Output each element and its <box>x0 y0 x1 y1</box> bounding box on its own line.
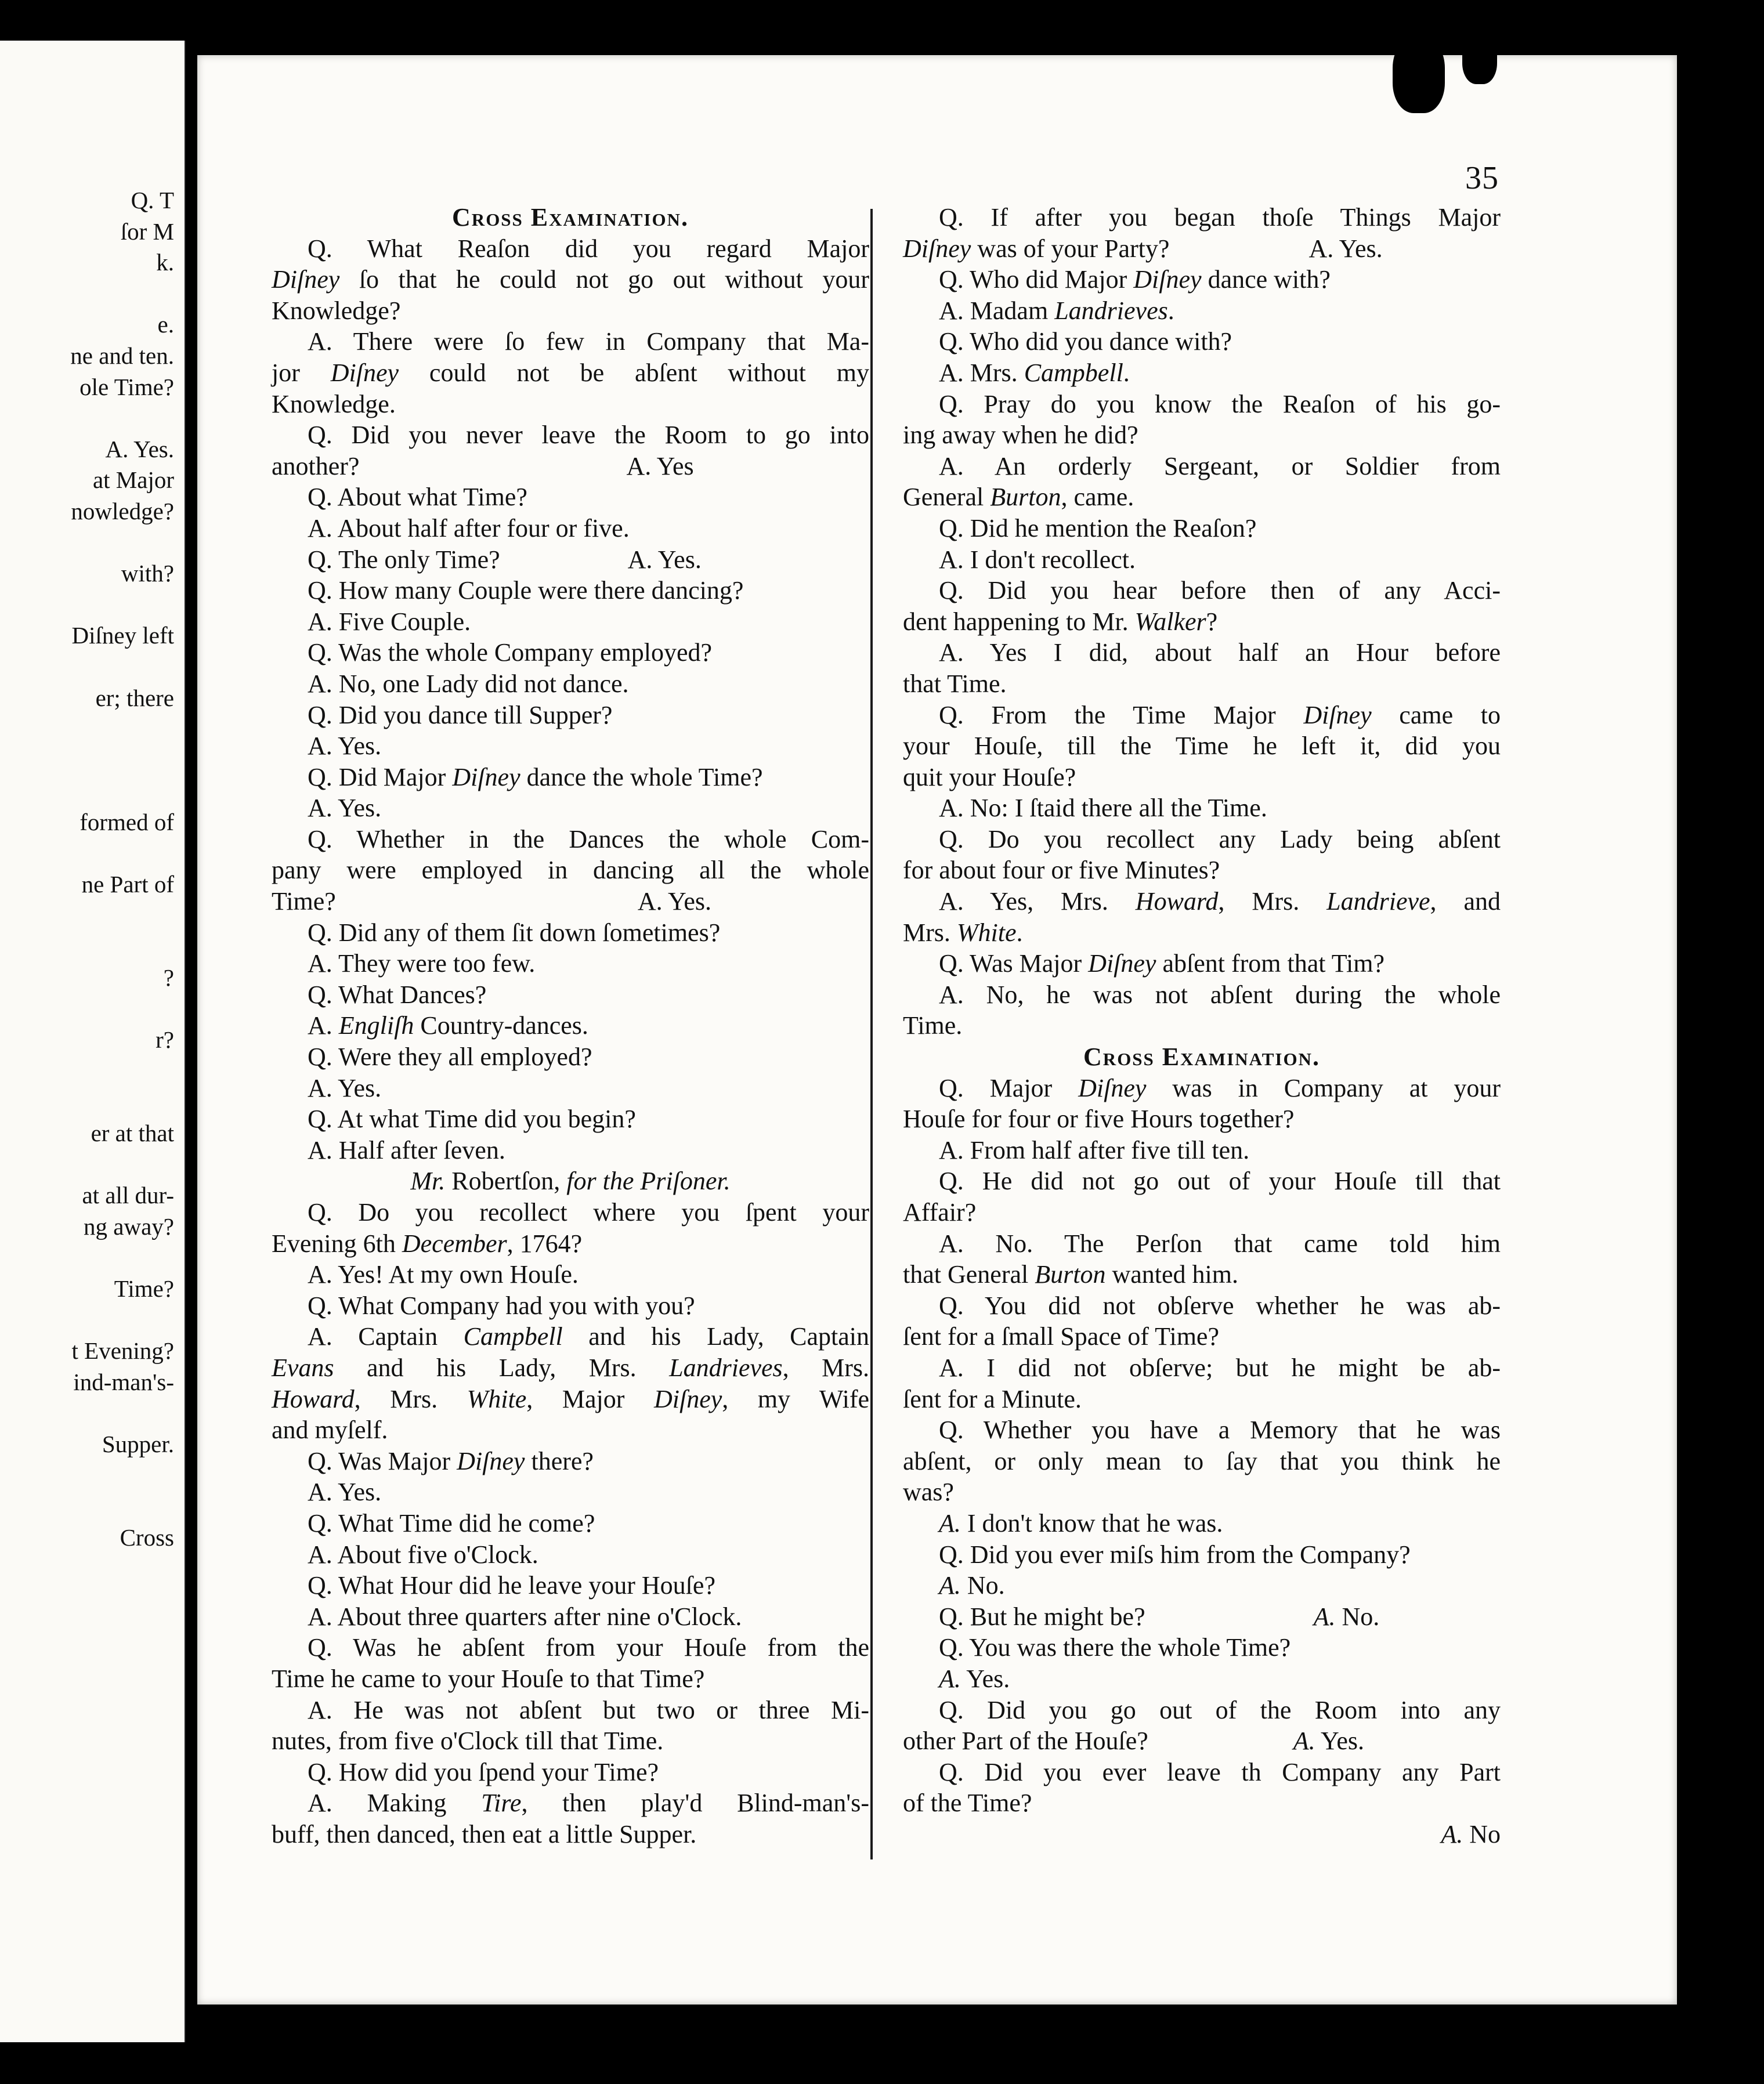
text-line: dent happening to Mr. Walker? <box>903 607 1218 636</box>
text-line: A. Yes. <box>308 1478 382 1507</box>
fragment-line: at all dur- <box>82 1182 174 1209</box>
text-line: Q. Pray do you know the Reaſon of his go- <box>939 389 1501 418</box>
text-line: Q. At what Time did you begin? <box>308 1105 636 1134</box>
page-number: 35 <box>1465 160 1499 196</box>
text-line: A. An orderly Sergeant, or Soldier from <box>939 451 1501 480</box>
text-line: Mrs. White. <box>903 918 1023 947</box>
text-line: A. I don't know that he was. <box>939 1508 1223 1537</box>
text-line: Q. Whether you have a Memory that he was <box>939 1416 1501 1445</box>
text-line: and myſelf. <box>272 1416 388 1445</box>
page-corner-smudge-2 <box>1462 32 1497 84</box>
column-divider <box>870 209 873 1859</box>
text-line: Q. The only Time? A. Yes. <box>308 545 702 574</box>
fragment-line: r? <box>156 1026 174 1054</box>
left-text-column <box>272 202 869 1850</box>
text-line: A. They were too few. <box>308 949 536 978</box>
text-line: A. From half after five till ten. <box>939 1135 1250 1164</box>
text-line: Q. Do you recollect any Lady being abſent <box>939 824 1501 853</box>
fragment-line: ne and ten. <box>70 342 174 369</box>
text-line: another? A. Yes <box>272 451 694 480</box>
text-line: A. About three quarters after nine o'Clock. <box>308 1602 742 1631</box>
text-line: A. He was not abſent but two or three Mi- <box>308 1695 869 1724</box>
text-line: Knowledge. <box>272 389 396 418</box>
text-line: for about four or five Minutes? <box>903 856 1220 885</box>
text-line: Affair? <box>903 1198 977 1226</box>
text-line: Q. Did you ever leave th Company any Part <box>939 1757 1501 1786</box>
text-line: Q. Did Major Diſney dance the whole Time? <box>308 762 763 791</box>
fragment-line: Cross <box>120 1524 174 1551</box>
text-line: A. Yes! At my own Houſe. <box>308 1260 579 1289</box>
text-line: jor Diſney could not be abſent without my <box>272 358 869 387</box>
fragment-line: formed of <box>79 809 174 835</box>
text-line: A. Yes. <box>308 794 382 823</box>
text-line: Q. What Company had you with you? <box>308 1291 695 1320</box>
text-line: Q. About what Time? <box>308 483 527 512</box>
text-line: Q. Did you never leave the Room to go into <box>308 421 869 450</box>
fragment-line: Diſney left <box>71 622 174 649</box>
text-line: Time. <box>903 1011 963 1040</box>
text-line: Q. Did any of them ſit down ſometimes? <box>308 918 721 947</box>
text-line: A. Half after ſeven. <box>308 1135 505 1164</box>
text-line: Q. Was Major Diſney abſent from that Tim? <box>939 949 1385 978</box>
fragment-line: Supper. <box>102 1431 174 1457</box>
fragment-line: with? <box>121 560 174 587</box>
fragment-line: ole Time? <box>79 373 174 400</box>
text-line: Q. Were they all employed? <box>308 1043 592 1072</box>
fragment-line: Q. T <box>131 187 174 214</box>
facing-page-fragment <box>0 41 186 2042</box>
text-line: ſent for a Minute. <box>903 1384 1082 1413</box>
text-line: Q. You was there the whole Time? <box>939 1633 1291 1662</box>
text-line: Q. Did you ever miſs him from the Company? <box>939 1540 1411 1569</box>
fragment-line: t Evening? <box>71 1337 174 1365</box>
text-line: pany were employed in dancing all the whole <box>272 856 869 885</box>
text-line: Time? A. Yes. <box>272 887 712 916</box>
text-line: Q. But he might be? A. No. <box>939 1602 1380 1631</box>
text-line: A. Captain Campbell and his Lady, Captain <box>308 1322 869 1351</box>
text-line: Q. Major Diſney was in Company at your <box>939 1073 1501 1102</box>
text-line: A. I did not obſerve; but he might be ab- <box>939 1353 1501 1382</box>
text-line: Howard, Mrs. White, Major Diſney, my Wife <box>272 1384 869 1413</box>
text-line: Q. Was he abſent from your Houſe from the <box>308 1633 869 1662</box>
text-line: Q. Did he mention the Reaſon? <box>939 513 1257 542</box>
text-line: Q. How many Couple were there dancing? <box>308 576 744 605</box>
text-line: Q. Did you go out of the Room into any <box>939 1695 1501 1724</box>
text-line: that Time. <box>903 669 1007 698</box>
text-line: A. Yes I did, about half an Hour before <box>939 638 1501 667</box>
text-line: Evans and his Lady, Mrs. Landrieves, Mrs. <box>272 1353 869 1382</box>
text-line: A. No <box>1441 1819 1501 1848</box>
text-line: Q. What Time did he come? <box>308 1508 595 1537</box>
text-line: A. Yes. <box>308 1073 382 1102</box>
text-line: A. There were ſo few in Company that Ma- <box>308 327 869 356</box>
text-line: Q. Was the whole Company employed? <box>308 638 713 667</box>
text-line: Cross Examination. <box>1083 1043 1320 1072</box>
text-line: Q. What Hour did he leave your Houſe? <box>308 1571 715 1600</box>
text-line: Q. If after you began thoſe Things Major <box>939 203 1501 231</box>
text-line: Q. What Dances? <box>308 980 487 1009</box>
fragment-line: er at that <box>91 1120 174 1146</box>
text-line: other Part of the Houſe? A. Yes. <box>903 1727 1365 1756</box>
text-line: A. Engliſh Country-dances. <box>308 1011 588 1040</box>
text-line: A. Yes. <box>939 1664 1010 1693</box>
text-line: Q. Who did you dance with? <box>939 327 1232 356</box>
text-line: your Houſe, till the Time he left it, did you <box>903 732 1501 761</box>
text-line: abſent, or only mean to ſay that you think he <box>903 1446 1501 1475</box>
text-line: A. Yes, Mrs. Howard, Mrs. Landrieve, and <box>939 887 1501 916</box>
text-line: A. No: I ſtaid there all the Time. <box>939 794 1267 823</box>
text-line: A. No, he was not abſent during the whole <box>939 980 1501 1009</box>
text-line: A. Yes. <box>308 732 382 761</box>
text-line: Evening 6th December, 1764? <box>272 1229 583 1258</box>
text-line: A. Five Couple. <box>308 607 471 636</box>
text-line: A. About half after four or five. <box>308 513 630 542</box>
text-line: Q. Whether in the Dances the whole Com- <box>308 824 869 853</box>
text-line: ſent for a ſmall Space of Time? <box>903 1322 1219 1351</box>
text-line: Diſney ſo that he could not go out without your <box>272 265 869 294</box>
text-line: Q. What Reaſon did you regard Major <box>308 234 869 263</box>
text-line: A. Madam Landrieves. <box>939 296 1174 325</box>
text-line: ing away when he did? <box>903 421 1138 450</box>
text-line: Q. How did you ſpend your Time? <box>308 1757 659 1786</box>
text-line: General Burton, came. <box>903 483 1134 512</box>
text-line: of the Time? <box>903 1789 1032 1818</box>
fragment-line: ? <box>163 964 174 991</box>
text-line: Mr. Robertſon, for the Priſoner. <box>410 1167 731 1196</box>
text-line: was? <box>903 1478 954 1507</box>
text-line: Q. Was Major Diſney there? <box>308 1446 594 1475</box>
fragment-line: er; there <box>95 684 174 711</box>
text-line: Knowledge? <box>272 296 401 325</box>
text-line: quit your Houſe? <box>903 762 1076 791</box>
fragment-line: ind-man's- <box>73 1368 174 1395</box>
text-line: A. No. <box>939 1571 1005 1600</box>
text-line: A. I don't recollect. <box>939 545 1136 574</box>
text-line: A. No, one Lady did not dance. <box>308 669 629 698</box>
fragment-line: k. <box>156 249 174 276</box>
text-line: Time he came to your Houſe to that Time? <box>272 1664 705 1693</box>
fragment-line: e. <box>157 311 174 338</box>
text-line: Q. From the Time Major Diſney came to <box>939 700 1501 729</box>
text-line: Cross Examination. <box>452 203 689 231</box>
text-line: buff, then danced, then eat a little Supper. <box>272 1819 697 1848</box>
text-line: Q. You did not obſerve whether he was ab- <box>939 1291 1501 1320</box>
text-line: Q. Did you hear before then of any Acci- <box>939 576 1501 605</box>
text-line: Q. Who did Major Diſney dance with? <box>939 265 1331 294</box>
fragment-line: ne Part of <box>81 871 174 898</box>
right-text-column <box>903 202 1501 1850</box>
text-line: A. Mrs. Campbell. <box>939 358 1130 387</box>
fragment-line: A. Yes. <box>105 435 174 462</box>
text-line: Houſe for four or five Hours together? <box>903 1105 1295 1134</box>
page-corner-smudge <box>1393 38 1445 113</box>
fragment-line: nowledge? <box>71 498 174 524</box>
text-line: Q. Do you recollect where you ſpent your <box>308 1198 869 1226</box>
fragment-line: Time? <box>114 1275 174 1302</box>
text-line: A. Making Tire, then play'd Blind-man's- <box>308 1789 870 1818</box>
fragment-line: ng away? <box>84 1213 174 1240</box>
fragment-line: at Major <box>92 466 174 494</box>
text-line: A. No. The Perſon that came told him <box>939 1229 1501 1258</box>
text-line: Q. Did you dance till Supper? <box>308 700 613 729</box>
fragment-line: ſor M <box>120 218 174 245</box>
text-line: A. About five o'Clock. <box>308 1540 538 1569</box>
text-line: Q. He did not go out of your Houſe till that <box>939 1167 1501 1196</box>
text-line: Diſney was of your Party? A. Yes. <box>903 234 1383 263</box>
text-line: nutes, from five o'Clock till that Time. <box>272 1727 664 1756</box>
text-line: that General Burton wanted him. <box>903 1260 1238 1289</box>
